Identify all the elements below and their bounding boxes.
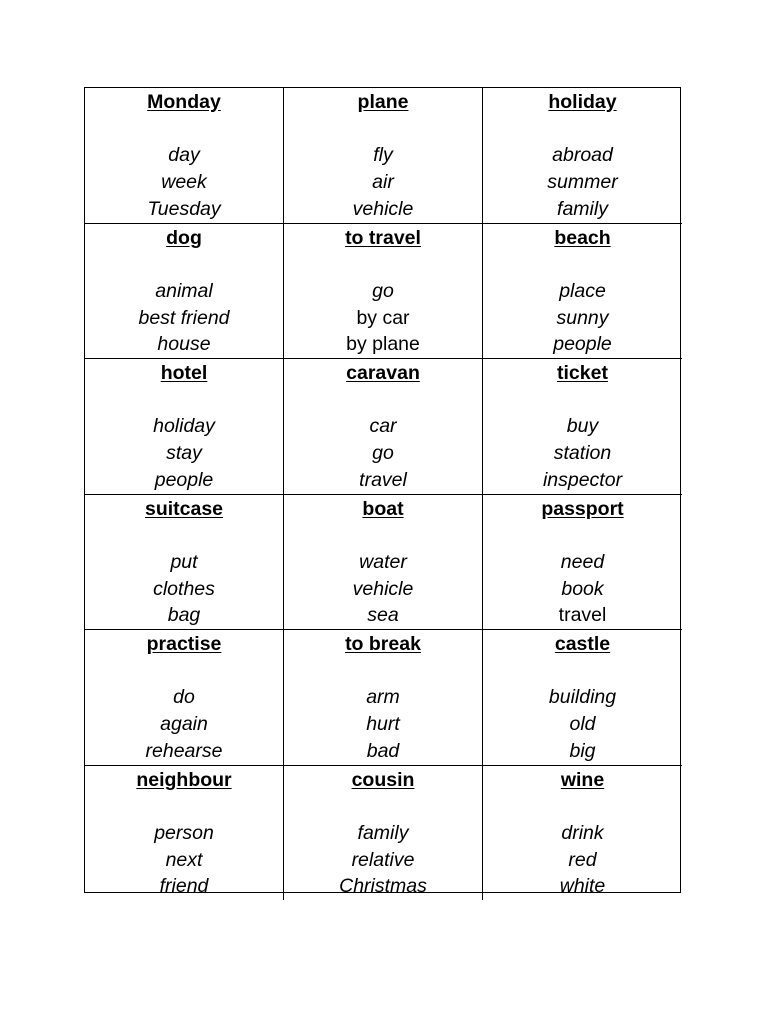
card-wine [483,766,682,901]
clue-word: Christmas [339,875,427,898]
clue-word: best friend [138,306,230,329]
clue-word: holiday [153,415,215,438]
card-caravan [284,359,483,495]
card-boat [284,495,483,631]
clue-word: bag [167,604,201,627]
clue-word: by car [356,306,410,329]
card-title: Monday [147,91,221,113]
clue-word: book [561,577,604,600]
clue-word: hurt [366,713,400,736]
clue-word: travel [359,468,407,491]
clue-word: buy [566,415,599,438]
clue-word: inspector [542,468,623,491]
card-passport [483,495,682,631]
card-practise [85,630,284,766]
clue-word: animal [155,279,213,302]
card-title: cousin [351,768,415,791]
card-cousin [284,766,483,901]
clue-word: people [553,333,612,356]
clue-word: again [160,713,208,736]
clue-word: clothes [153,577,215,600]
clue-word: big [569,739,596,762]
clue-word: stay [166,442,202,465]
clue-word: person [154,821,214,844]
clue-word: station [553,442,612,465]
card-title: practise [146,633,222,655]
clue-word: place [559,279,606,302]
card-neighbour [85,766,284,901]
card-hotel [85,359,284,495]
card-beach [483,224,682,360]
clue-word: vehicle [352,577,414,600]
card-title: plane [357,91,409,113]
clue-word: people [154,468,214,491]
clue-word: vehicle [352,197,414,220]
clue-word: building [548,686,617,709]
clue-word: old [569,713,596,736]
clue-word: arm [366,686,400,709]
card-title: hotel [160,362,208,384]
card-to-travel [284,224,483,360]
card-title: castle [554,633,611,655]
clue-word: travel [558,604,607,627]
clue-word: day [168,144,200,167]
clue-word: car [369,415,397,438]
clue-word: bad [366,739,400,762]
clue-word: by plane [346,333,420,356]
clue-word: family [357,821,409,844]
clue-word: sea [367,604,399,627]
clue-word: put [170,550,198,573]
clue-word: white [559,875,606,898]
card-holiday [483,88,682,224]
clue-word: abroad [552,144,613,167]
clue-word: next [165,848,203,871]
clue-word: sunny [556,306,609,329]
card-title: to break [345,633,421,655]
clue-word: need [560,550,605,573]
clue-word: water [359,550,407,573]
card-title: suitcase [144,497,224,520]
clue-word: do [173,686,195,709]
clue-word: fly [373,144,393,167]
vocabulary-card-grid [84,87,681,898]
card-to-break [284,630,483,766]
card-title: wine [560,768,605,791]
card-title: dog [166,226,202,249]
card-title: to travel [345,226,421,249]
card-monday [85,88,284,224]
card-title: neighbour [136,768,232,791]
clue-word: drink [561,821,604,844]
card-title: ticket [557,362,608,384]
card-title: caravan [346,362,420,384]
clue-word: go [372,442,394,465]
card-dog [85,224,284,360]
clue-word: friend [159,875,209,898]
clue-word: family [557,197,608,220]
clue-word: summer [547,171,618,194]
clue-word: Tuesday [147,197,221,220]
card-title: holiday [548,91,617,113]
clue-word: rehearse [145,739,223,762]
card-castle [483,630,682,766]
clue-word: week [161,171,207,194]
clue-word: house [157,333,211,356]
clue-word: relative [351,848,415,871]
clue-word: air [372,171,394,194]
clue-word: go [372,279,394,302]
card-title: boat [362,497,404,520]
card-plane [284,88,483,224]
card-title: passport [541,497,624,520]
card-ticket [483,359,682,495]
clue-word: red [568,848,597,871]
card-suitcase [85,495,284,631]
card-title: beach [554,226,611,249]
